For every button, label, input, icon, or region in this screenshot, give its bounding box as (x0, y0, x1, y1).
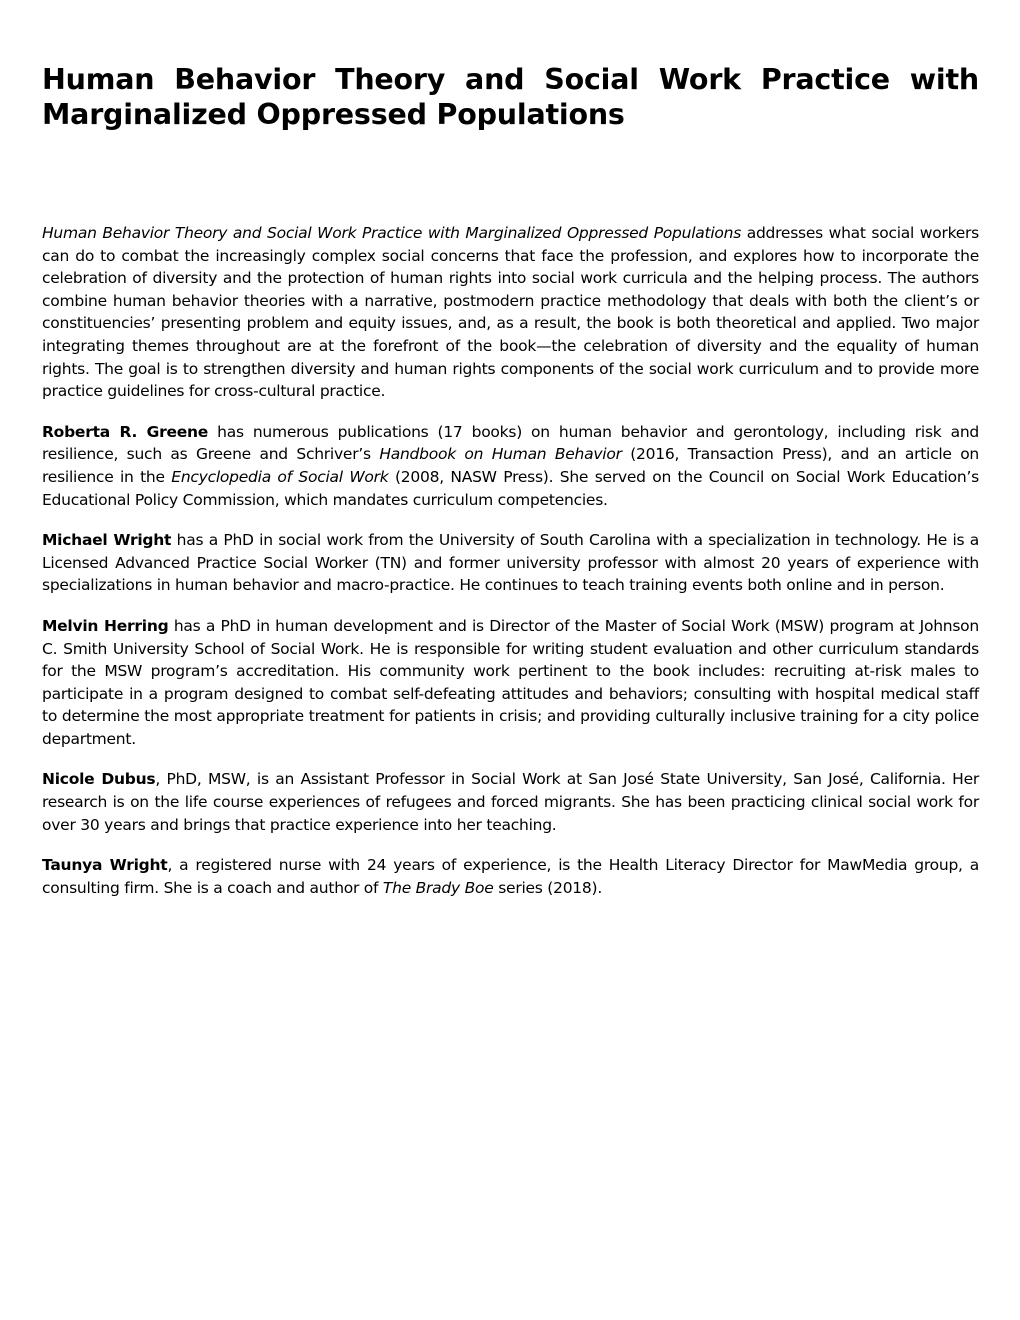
author-bio-michael-wright (42, 529, 979, 597)
page (42, 62, 980, 897)
bio-text: , PhD, MSW, is an Assistant Professor in Social Work at San José State University, San José, California. Her research is on the life course experiences of refugees and forced migrants. She has been practicing clinical social work for over 30 years and brings that practice experience into her teaching. (42, 770, 979, 834)
author-bio-herring (42, 615, 979, 751)
author-name: Melvin Herring (42, 616, 169, 635)
author-name: Roberta R. Greene (42, 422, 209, 441)
bio-text: , a registered nurse with 24 years of experience, is the Health Literacy Director for MawMedia group, a consulting firm. She is a coach and author of (42, 856, 979, 897)
work-title: The Brady Boe (382, 878, 494, 897)
bio-text: (2008, NASW Press). She served on the Council on Social Work Education’s Educational Policy Commission, which mandates curriculum competencies. (42, 467, 979, 509)
author-bio-dubus (42, 768, 979, 836)
bio-text: series (2018). (493, 878, 603, 897)
page-title: Human Behavior Theory and Social Work Practice with Marginalized Oppressed Populations (42, 63, 979, 131)
description-text: addresses what social workers can do to combat the increasingly complex social concerns that face the profession, and explores how to incorporate the celebration of diversity and the protection of human rights into social work curricula and the helping process. The authors combine human behavior theories with a narrative, postmodern practice methodology that deals with both the client’s or constituencies’ presenting problem and equity issues, and, as a result, the book is both theoretical and applied. Two major integrating themes throughout are at the forefront of the book—the celebration of diversity and the equality of human rights. The goal is to strengthen diversity and human rights components of the social work curriculum and to provide more practice guidelines for cross-cultural practice. (42, 224, 979, 401)
bio-text: has a PhD in social work from the University of South Carolina with a specialization in technology. He is a Licensed Advanced Practice Social Worker (TN) and former university professor with almost 20 years of experience with specializations in human behavior and macro-practice. He continues to teach training events both online and in person. (42, 531, 979, 595)
book-description (42, 222, 979, 403)
bio-text: has numerous publications (17 books) on human behavior and gerontology, including risk and resilience, such as Greene and Schriver’s (42, 422, 980, 464)
author-name: Taunya Wright (42, 856, 168, 875)
author-name: Nicole Dubus (42, 770, 156, 789)
work-title: Encyclopedia of Social Work (171, 467, 389, 486)
book-title-italic: Human Behavior Theory and Social Work Practice with Marginalized Oppressed Populations (42, 224, 742, 242)
body-text (42, 222, 979, 917)
author-name: Michael Wright (42, 531, 172, 550)
author-bio-greene (42, 421, 979, 511)
bio-text: has a PhD in human development and is Director of the Master of Social Work (MSW) program at Johnson C. Smith University School of Social Work. He is responsible for writing student evaluation and other curriculum standards for the MSW program’s accreditation. His community work pertinent to the book includes: recruiting at-risk males to participate in a program designed to combat self-defeating attitudes and behaviors; consulting with hospital medical staff to determine the most appropriate treatment for patients in crisis; and providing culturally inclusive training for a city police department. (42, 616, 979, 748)
bio-text: (2016, Transaction Press), and an article on resilience in the (42, 445, 979, 486)
author-bio-taunya-wright (42, 854, 979, 899)
work-title: Handbook on Human Behavior (379, 445, 622, 464)
